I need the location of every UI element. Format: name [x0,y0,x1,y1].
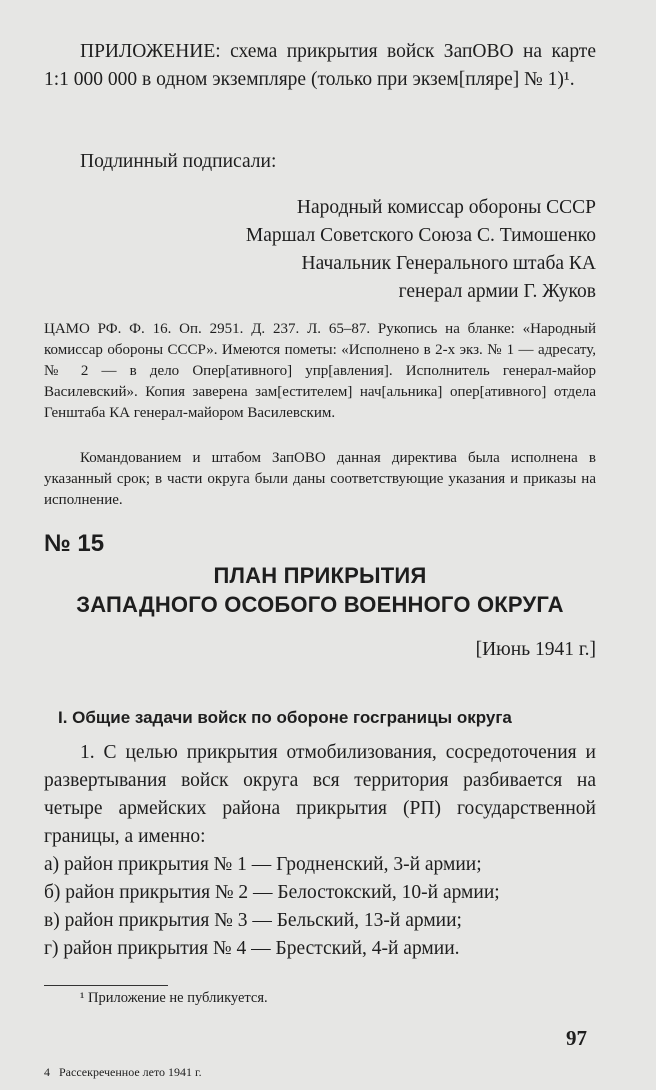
document-number: № 15 [44,530,105,557]
list-item: а) район прикрытия № 1 — Гродненский, 3-й армии; [44,854,482,875]
list-item: б) район прикрытия № 2 — Белостокский, 10-й армии; [44,882,500,903]
signature-line: Народный комиссар обороны СССР [296,197,596,218]
footnote-divider [44,985,168,986]
page-number: 97 [566,1026,587,1050]
footnote: ¹ Приложение не публикуется. [80,990,268,1006]
cover-areas-list [44,851,596,963]
section-heading: I. Общие задачи войск по обороне госграницы округа [58,708,512,727]
list-item: в) район прикрытия № 3 — Бельский, 13-й армии; [44,910,462,931]
appendix-paragraph: ПРИЛОЖЕНИЕ: схема прикрытия войск ЗапОВО на карте 1:1 000 000 в одном экземпляре (только при экзем[пляре] № 1)¹. [44,41,596,90]
book-footer: 4 Рассекреченное лето 1941 г. [44,1065,202,1079]
list-item: г) район прикрытия № 4 — Брестский, 4-й армии. [44,938,460,959]
signed-label: Подлинный подписали: [80,151,277,172]
paragraph-1: 1. С целью прикрытия отмобилизования, сосредоточения и развертывания войск округа вся территория разбивается на четыре армейских района прикрытия (РП) государственной границы, а именно: [44,742,596,847]
document-title [44,561,596,619]
title-line: ПЛАН ПРИКРЫТИЯ [213,563,427,588]
signature-line: Начальник Генерального штаба КА [301,253,596,274]
execution-note: Командованием и штабом ЗапОВО данная директива была исполнена в указанный срок; в части округа были даны соответствующие указания и приказы на исполнение. [44,450,596,508]
signature-line: Маршал Советского Союза С. Тимошенко [245,225,596,246]
document-date: [Июнь 1941 г.] [475,639,596,660]
signature-line: генерал армии Г. Жуков [398,281,596,302]
signature-block [200,194,596,306]
title-line: ЗАПАДНОГО ОСОБОГО ВОЕННОГО ОКРУГА [76,592,564,617]
archive-note: ЦАМО РФ. Ф. 16. Оп. 2951. Д. 237. Л. 65–87. Рукопись на бланке: «Народный комиссар обороны СССР». Имеются пометы: «Исполнено в 2-х экз. № 1 — адресату, № 2 — в дело Опер[ативного] упр[авления]. Исполнитель генерал-майор Василевский». Копия заверена зам[естителем] нач[альника] опер[ативного] отдела Генштаба КА генерал-майором Василевским. [44,321,596,421]
